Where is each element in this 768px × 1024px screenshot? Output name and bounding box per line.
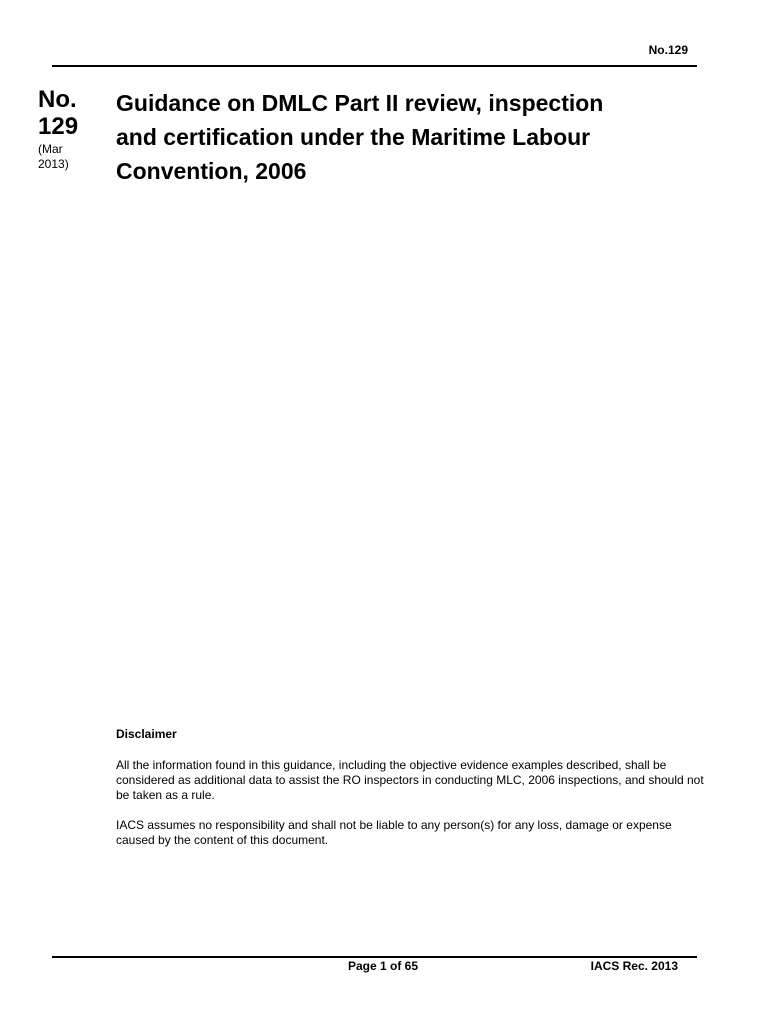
- header-reference: No.129: [648, 43, 688, 57]
- document-title-line: Guidance on DMLC Part II review, inspection: [116, 90, 604, 116]
- disclaimer-section: [116, 727, 706, 863]
- document-title-line: and certification under the Maritime Labour: [116, 124, 591, 150]
- disclaimer-paragraph: All the information found in this guidance, including the objective evidence examples described, shall be considered as additional data to assist the RO inspectors in conducting MLC, 2006 inspections, and should not be taken as a rule.: [116, 758, 704, 802]
- document-number-prefix: No.: [38, 86, 77, 113]
- disclaimer-paragraph: IACS assumes no responsibility and shall not be liable to any person(s) for any loss, damage or expense caused by the content of this document.: [116, 818, 672, 847]
- footer-rule: [52, 956, 697, 958]
- document-title: [116, 86, 716, 188]
- header-rule: [52, 65, 697, 67]
- document-date-year: 2013): [38, 157, 69, 171]
- page-number: Page 1 of 65: [348, 959, 419, 973]
- document-number-value: 129: [38, 113, 79, 140]
- document-date-month: (Mar: [38, 142, 63, 156]
- document-date: [38, 142, 98, 172]
- footer-recommendation: IACS Rec. 2013: [590, 959, 678, 973]
- disclaimer-heading: Disclaimer: [116, 727, 177, 741]
- document-title-line: Convention, 2006: [116, 158, 307, 184]
- document-number: [38, 86, 108, 140]
